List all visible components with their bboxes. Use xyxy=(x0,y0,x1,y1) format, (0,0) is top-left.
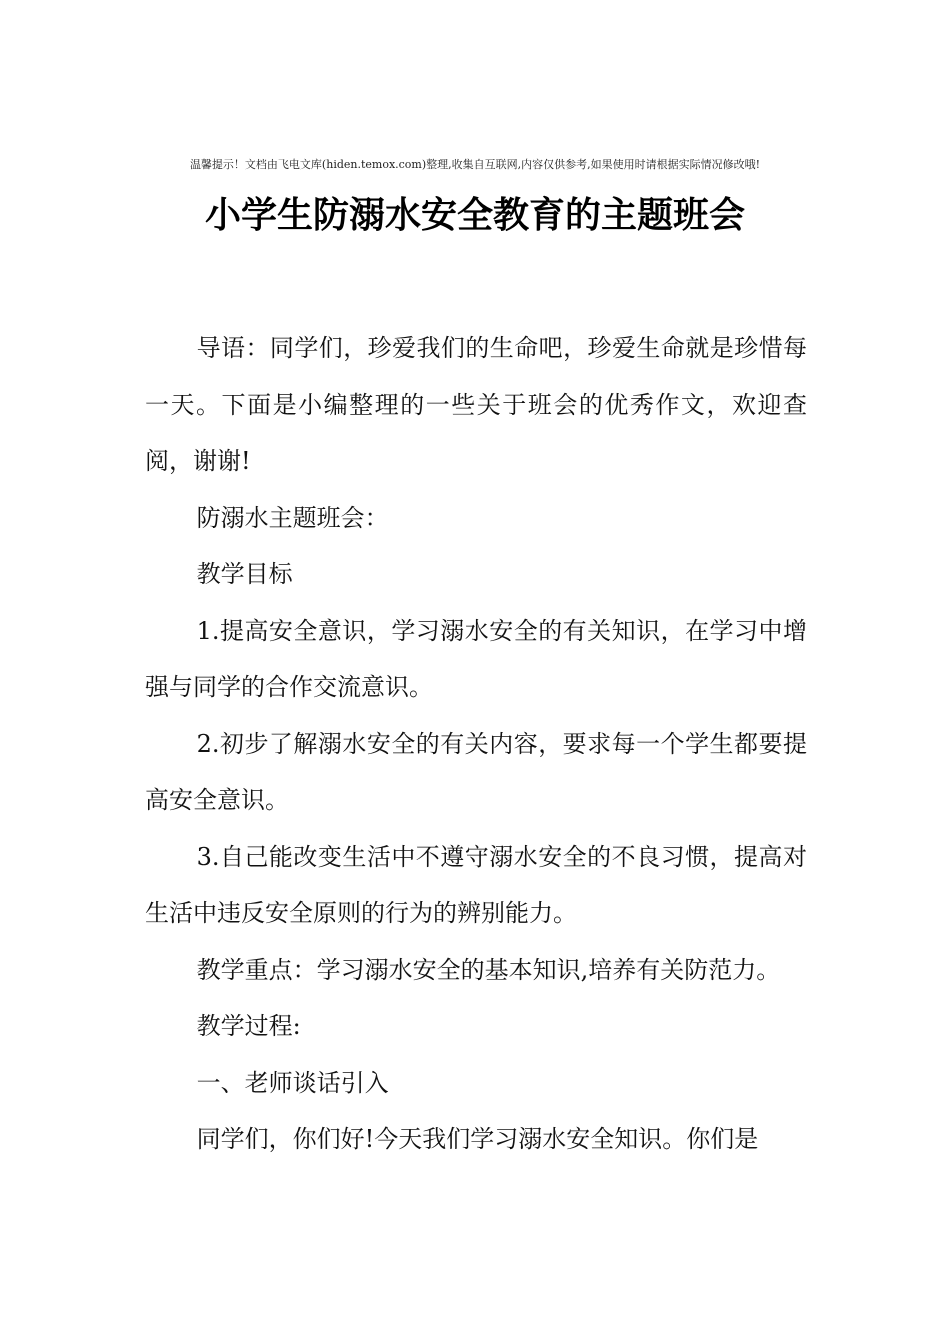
disclaimer-notice: 温馨提示！文档由飞电文库(hiden.temox.com)整理,收集自互联网,内容仅供参考,如果使用时请根据实际情况修改哦! xyxy=(189,158,761,171)
paragraph-key-points: 教学重点：学习溺水安全的基本知识,培养有关防范力。 xyxy=(196,955,781,984)
paragraph-greeting: 同学们，你们好!今天我们学习溺水安全知识。你们是 xyxy=(196,1125,759,1153)
paragraph-teaching-goals: 教学目标 xyxy=(196,560,293,588)
paragraph-goal-3: 3.自己能改变生活中不遵守溺水安全的不良习惯，提高对生活中违反安全原则的行为的辨别能力。 xyxy=(145,842,807,927)
paragraph-goal-2: 2.初步了解溺水安全的有关内容，要求每一个学生都要提高安全意识。 xyxy=(145,729,807,814)
paragraph-process: 教学过程: xyxy=(196,1012,301,1040)
paragraph-goal-1: 1.提高安全意识，学习溺水安全的有关知识，在学习中增强与同学的合作交流意识。 xyxy=(145,616,807,701)
paragraph-class-meeting: 防溺水主题班会： xyxy=(196,503,389,532)
paragraph-section-1: 一、老师谈话引入 xyxy=(196,1068,389,1097)
paragraph-intro: 导语：同学们，珍爱我们的生命吧，珍爱生命就是珍惜每一天。下面是小编整理的一些关于班会的优秀作文，欢迎查阅，谢谢! xyxy=(145,334,807,475)
document-body xyxy=(145,320,807,1168)
document-title: 小学生防溺水安全教育的主题班会 xyxy=(204,194,745,236)
